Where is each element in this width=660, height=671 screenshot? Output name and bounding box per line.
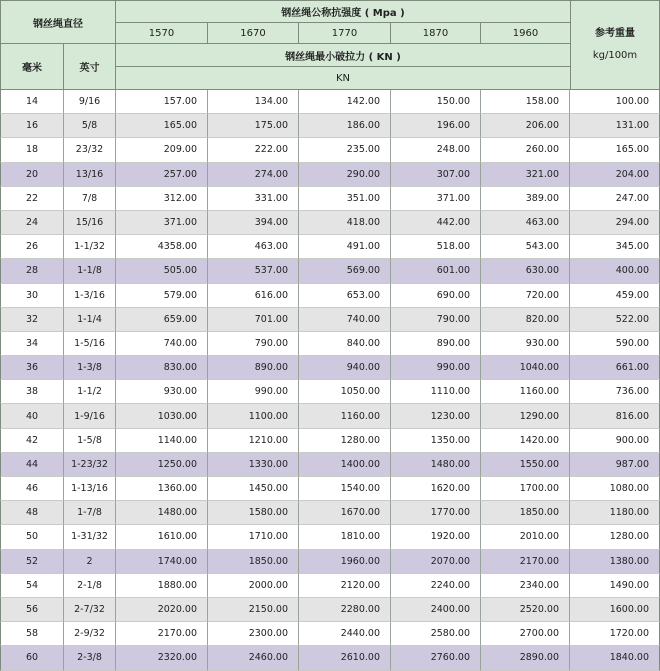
inch-cell: 1-1/8: [64, 259, 116, 283]
weight-cell: 294.00: [570, 211, 660, 235]
mm-cell: 20: [0, 163, 64, 187]
force-1570-cell: 209.00: [116, 138, 208, 162]
force-1570-cell: 659.00: [116, 308, 208, 332]
weight-cell: 204.00: [570, 163, 660, 187]
mm-cell: 54: [0, 574, 64, 598]
force-1960-cell: 1420.00: [481, 429, 570, 453]
force-1960-cell: 2340.00: [481, 574, 570, 598]
force-1670-cell: 331.00: [208, 187, 299, 211]
force-1770-cell: 840.00: [299, 332, 391, 356]
force-1670-cell: 175.00: [208, 114, 299, 138]
force-1770-cell: 2120.00: [299, 574, 391, 598]
force-1960-cell: 1550.00: [481, 453, 570, 477]
force-1570-cell: 157.00: [116, 90, 208, 114]
force-1870-cell: 150.00: [391, 90, 481, 114]
weight-unit: kg/100m: [592, 50, 638, 61]
table-row: [0, 90, 660, 114]
force-1570-cell: 2170.00: [116, 622, 208, 646]
force-1670-cell: 790.00: [208, 332, 299, 356]
force-1570-cell: 930.00: [116, 380, 208, 404]
force-1770-cell: 235.00: [299, 138, 391, 162]
mm-cell: 38: [0, 380, 64, 404]
weight-cell: 590.00: [570, 332, 660, 356]
inch-cell: 2-7/32: [64, 598, 116, 622]
force-1670-cell: 463.00: [208, 235, 299, 259]
table-row: [0, 477, 660, 501]
inch-cell: 15/16: [64, 211, 116, 235]
inch-cell: 1-13/16: [64, 477, 116, 501]
force-1960-cell: 930.00: [481, 332, 570, 356]
mm-cell: 18: [0, 138, 64, 162]
force-1770-cell: 569.00: [299, 259, 391, 283]
force-1870-cell: 2070.00: [391, 550, 481, 574]
table-row: [0, 356, 660, 380]
weight-label: 参考重量: [595, 28, 635, 39]
weight-cell: 522.00: [570, 308, 660, 332]
force-1770-cell: 1670.00: [299, 501, 391, 525]
force-1570-cell: 1880.00: [116, 574, 208, 598]
force-1770-cell: 940.00: [299, 356, 391, 380]
force-1770-cell: 290.00: [299, 163, 391, 187]
force-1960-cell: 1700.00: [481, 477, 570, 501]
inch-cell: 7/8: [64, 187, 116, 211]
force-1670-cell: 2000.00: [208, 574, 299, 598]
inch-cell: 2: [64, 550, 116, 574]
force-1960-cell: 158.00: [481, 90, 570, 114]
inch-cell: 1-3/8: [64, 356, 116, 380]
force-1870-cell: 518.00: [391, 235, 481, 259]
inch-cell: 23/32: [64, 138, 116, 162]
force-1570-cell: 505.00: [116, 259, 208, 283]
force-1670-cell: 394.00: [208, 211, 299, 235]
force-1960-cell: 321.00: [481, 163, 570, 187]
force-1870-cell: 196.00: [391, 114, 481, 138]
force-1870-cell: 601.00: [391, 259, 481, 283]
force-1770-cell: 2440.00: [299, 622, 391, 646]
table-row: [0, 284, 660, 308]
force-1960-cell: 2170.00: [481, 550, 570, 574]
grade-1670-header: 1670: [207, 22, 299, 44]
force-1870-cell: 2760.00: [391, 646, 481, 670]
force-1870-cell: 790.00: [391, 308, 481, 332]
force-1670-cell: 134.00: [208, 90, 299, 114]
table-body: [0, 90, 660, 671]
force-1770-cell: 142.00: [299, 90, 391, 114]
force-1570-cell: 740.00: [116, 332, 208, 356]
table-row: [0, 138, 660, 162]
force-1960-cell: 630.00: [481, 259, 570, 283]
force-1670-cell: 2300.00: [208, 622, 299, 646]
mm-cell: 40: [0, 404, 64, 428]
force-1870-cell: 1620.00: [391, 477, 481, 501]
unit-header: KN: [115, 66, 571, 90]
force-1770-cell: 2610.00: [299, 646, 391, 670]
diameter-header: 钢丝绳直径: [0, 0, 116, 44]
force-1870-cell: 307.00: [391, 163, 481, 187]
force-1570-cell: 1250.00: [116, 453, 208, 477]
force-1870-cell: 442.00: [391, 211, 481, 235]
weight-cell: 1720.00: [570, 622, 660, 646]
force-1770-cell: 1160.00: [299, 404, 391, 428]
weight-cell: 900.00: [570, 429, 660, 453]
weight-cell: 1600.00: [570, 598, 660, 622]
weight-cell: 131.00: [570, 114, 660, 138]
weight-cell: 459.00: [570, 284, 660, 308]
force-1960-cell: 463.00: [481, 211, 570, 235]
force-1670-cell: 990.00: [208, 380, 299, 404]
force-1770-cell: 1540.00: [299, 477, 391, 501]
force-1570-cell: 1610.00: [116, 525, 208, 549]
force-1960-cell: 1850.00: [481, 501, 570, 525]
inch-cell: 1-7/8: [64, 501, 116, 525]
mm-cell: 30: [0, 284, 64, 308]
force-1670-cell: 2150.00: [208, 598, 299, 622]
force-1670-cell: 1710.00: [208, 525, 299, 549]
force-1770-cell: 740.00: [299, 308, 391, 332]
table-row: [0, 308, 660, 332]
force-1960-cell: 260.00: [481, 138, 570, 162]
force-1670-cell: 1580.00: [208, 501, 299, 525]
force-1870-cell: 2400.00: [391, 598, 481, 622]
force-1870-cell: 1230.00: [391, 404, 481, 428]
inch-cell: 1-5/16: [64, 332, 116, 356]
mm-cell: 14: [0, 90, 64, 114]
force-1870-cell: 1770.00: [391, 501, 481, 525]
table-row: [0, 501, 660, 525]
force-1960-cell: 720.00: [481, 284, 570, 308]
force-1770-cell: 1960.00: [299, 550, 391, 574]
weight-header: [570, 0, 660, 90]
mm-cell: 24: [0, 211, 64, 235]
weight-cell: 1380.00: [570, 550, 660, 574]
force-1870-cell: 1480.00: [391, 453, 481, 477]
force-1670-cell: 616.00: [208, 284, 299, 308]
inch-cell: 13/16: [64, 163, 116, 187]
force-1670-cell: 1850.00: [208, 550, 299, 574]
inch-cell: 2-3/8: [64, 646, 116, 670]
table-row: [0, 259, 660, 283]
table-row: [0, 332, 660, 356]
mm-cell: 56: [0, 598, 64, 622]
mm-cell: 22: [0, 187, 64, 211]
force-1570-cell: 1480.00: [116, 501, 208, 525]
force-1770-cell: 186.00: [299, 114, 391, 138]
force-1570-cell: 165.00: [116, 114, 208, 138]
weight-cell: 1490.00: [570, 574, 660, 598]
force-1670-cell: 1450.00: [208, 477, 299, 501]
inch-cell: 1-31/32: [64, 525, 116, 549]
force-1570-cell: 371.00: [116, 211, 208, 235]
strength-header: 钢丝绳公称抗强度 ( Mpa ): [115, 0, 571, 23]
force-1770-cell: 491.00: [299, 235, 391, 259]
force-1870-cell: 248.00: [391, 138, 481, 162]
mm-cell: 32: [0, 308, 64, 332]
force-1770-cell: 351.00: [299, 187, 391, 211]
weight-cell: 1180.00: [570, 501, 660, 525]
force-1670-cell: 1100.00: [208, 404, 299, 428]
mm-cell: 26: [0, 235, 64, 259]
table-row: [0, 404, 660, 428]
inch-header: 英寸: [63, 43, 116, 90]
force-1670-cell: 701.00: [208, 308, 299, 332]
force-1670-cell: 890.00: [208, 356, 299, 380]
breaking-force-header: 钢丝绳最小破拉力 ( KN ): [115, 43, 571, 67]
mm-header: 毫米: [0, 43, 64, 90]
inch-cell: 5/8: [64, 114, 116, 138]
force-1960-cell: 389.00: [481, 187, 570, 211]
mm-cell: 16: [0, 114, 64, 138]
force-1570-cell: 1360.00: [116, 477, 208, 501]
force-1770-cell: 2280.00: [299, 598, 391, 622]
weight-cell: 987.00: [570, 453, 660, 477]
force-1670-cell: 274.00: [208, 163, 299, 187]
table-row: [0, 646, 660, 670]
force-1770-cell: 1050.00: [299, 380, 391, 404]
inch-cell: 1-3/16: [64, 284, 116, 308]
weight-cell: 736.00: [570, 380, 660, 404]
force-1870-cell: 690.00: [391, 284, 481, 308]
force-1960-cell: 206.00: [481, 114, 570, 138]
force-1870-cell: 1110.00: [391, 380, 481, 404]
table-row: [0, 114, 660, 138]
force-1960-cell: 820.00: [481, 308, 570, 332]
table-row: [0, 525, 660, 549]
force-1960-cell: 2010.00: [481, 525, 570, 549]
force-1570-cell: 257.00: [116, 163, 208, 187]
weight-cell: 661.00: [570, 356, 660, 380]
force-1570-cell: 2020.00: [116, 598, 208, 622]
weight-cell: 345.00: [570, 235, 660, 259]
force-1570-cell: 2320.00: [116, 646, 208, 670]
grade-1770-header: 1770: [298, 22, 391, 44]
table-row: [0, 380, 660, 404]
inch-cell: 2-1/8: [64, 574, 116, 598]
force-1570-cell: 830.00: [116, 356, 208, 380]
mm-cell: 48: [0, 501, 64, 525]
force-1570-cell: 1030.00: [116, 404, 208, 428]
force-1960-cell: 2890.00: [481, 646, 570, 670]
force-1870-cell: 1350.00: [391, 429, 481, 453]
force-1870-cell: 2240.00: [391, 574, 481, 598]
mm-cell: 60: [0, 646, 64, 670]
mm-cell: 46: [0, 477, 64, 501]
force-1870-cell: 2580.00: [391, 622, 481, 646]
table-row: [0, 550, 660, 574]
force-1770-cell: 653.00: [299, 284, 391, 308]
force-1960-cell: 543.00: [481, 235, 570, 259]
grade-1960-header: 1960: [480, 22, 571, 44]
mm-cell: 28: [0, 259, 64, 283]
weight-cell: 1080.00: [570, 477, 660, 501]
force-1570-cell: 312.00: [116, 187, 208, 211]
force-1960-cell: 1040.00: [481, 356, 570, 380]
force-1670-cell: 222.00: [208, 138, 299, 162]
force-1570-cell: 579.00: [116, 284, 208, 308]
inch-cell: 1-1/2: [64, 380, 116, 404]
table-row: [0, 453, 660, 477]
weight-cell: 400.00: [570, 259, 660, 283]
force-1770-cell: 418.00: [299, 211, 391, 235]
table-row: [0, 598, 660, 622]
force-1960-cell: 1290.00: [481, 404, 570, 428]
weight-cell: 100.00: [570, 90, 660, 114]
force-1670-cell: 1330.00: [208, 453, 299, 477]
table-row: [0, 574, 660, 598]
force-1770-cell: 1280.00: [299, 429, 391, 453]
inch-cell: 1-5/8: [64, 429, 116, 453]
weight-cell: 1280.00: [570, 525, 660, 549]
table-row: [0, 211, 660, 235]
force-1570-cell: 1740.00: [116, 550, 208, 574]
mm-cell: 58: [0, 622, 64, 646]
table-row: [0, 235, 660, 259]
inch-cell: 1-23/32: [64, 453, 116, 477]
force-1770-cell: 1810.00: [299, 525, 391, 549]
weight-cell: 816.00: [570, 404, 660, 428]
mm-cell: 44: [0, 453, 64, 477]
inch-cell: 2-9/32: [64, 622, 116, 646]
force-1960-cell: 2700.00: [481, 622, 570, 646]
mm-cell: 34: [0, 332, 64, 356]
force-1870-cell: 1920.00: [391, 525, 481, 549]
grade-1570-header: 1570: [115, 22, 208, 44]
inch-cell: 9/16: [64, 90, 116, 114]
mm-cell: 50: [0, 525, 64, 549]
force-1960-cell: 1160.00: [481, 380, 570, 404]
inch-cell: 1-1/4: [64, 308, 116, 332]
table-row: [0, 163, 660, 187]
force-1770-cell: 1400.00: [299, 453, 391, 477]
force-1870-cell: 371.00: [391, 187, 481, 211]
force-1570-cell: 1140.00: [116, 429, 208, 453]
mm-cell: 36: [0, 356, 64, 380]
weight-cell: 165.00: [570, 138, 660, 162]
grade-1870-header: 1870: [390, 22, 481, 44]
force-1670-cell: 2460.00: [208, 646, 299, 670]
inch-cell: 1-1/32: [64, 235, 116, 259]
force-1670-cell: 1210.00: [208, 429, 299, 453]
inch-cell: 1-9/16: [64, 404, 116, 428]
force-1870-cell: 890.00: [391, 332, 481, 356]
table-row: [0, 622, 660, 646]
force-1670-cell: 537.00: [208, 259, 299, 283]
force-1570-cell: 4358.00: [116, 235, 208, 259]
weight-cell: 247.00: [570, 187, 660, 211]
weight-cell: 1840.00: [570, 646, 660, 670]
mm-cell: 52: [0, 550, 64, 574]
force-1870-cell: 990.00: [391, 356, 481, 380]
mm-cell: 42: [0, 429, 64, 453]
table-row: [0, 429, 660, 453]
force-1960-cell: 2520.00: [481, 598, 570, 622]
table-row: [0, 187, 660, 211]
